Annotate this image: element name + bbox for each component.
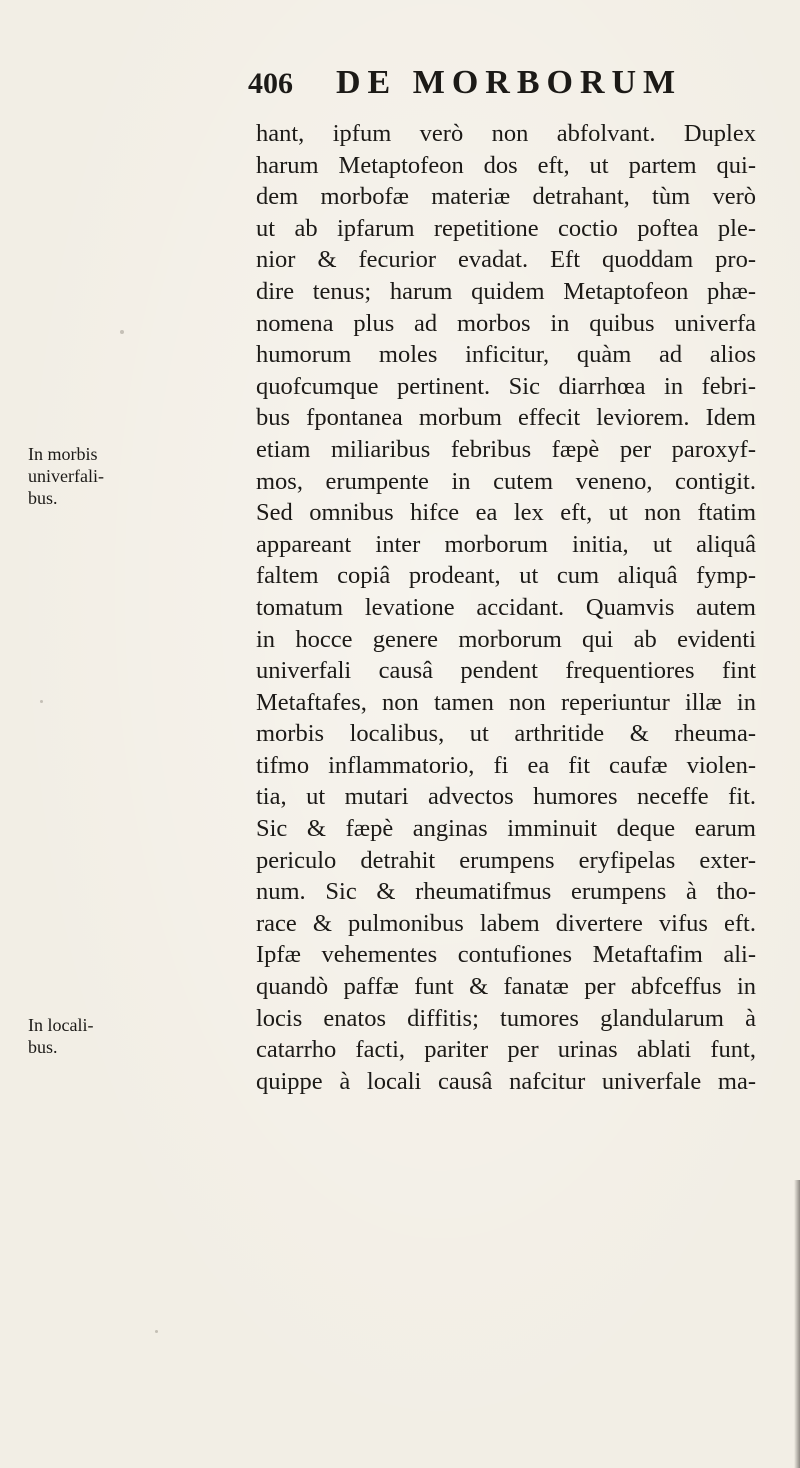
margin-note-local	[28, 1014, 138, 1058]
page-edge-shadow	[794, 1180, 800, 1468]
text-line: tifmo inflammatorio, fi ea fit caufæ violen-	[256, 751, 756, 779]
margin-note-line: In locali-	[28, 1015, 94, 1035]
margin-note-universal	[28, 443, 138, 509]
margin-note-line: In morbis	[28, 444, 98, 464]
text-line: Metaftafes, non tamen non reperiuntur illæ in	[256, 688, 756, 716]
text-line: harum Metaptofeon dos eft, ut partem qui-	[256, 151, 756, 179]
paper-speck	[155, 1330, 158, 1333]
page-header	[248, 64, 768, 104]
text-line: locis enatos diffitis; tumores glandularum à	[256, 1004, 756, 1032]
text-line: quandò paffæ funt & fanatæ per abfceffus in	[256, 973, 756, 1001]
text-line: bus fpontanea morbum effecit leviorem. Idem	[256, 404, 756, 432]
text-line: mos, erumpente in cutem veneno, contigit.	[256, 467, 756, 495]
paper-speck	[120, 330, 124, 334]
text-line: appareant inter morborum initia, ut aliquâ	[256, 530, 756, 558]
running-title: DE MORBORUM	[336, 64, 683, 101]
text-line: univerfali causâ pendent frequentiores fint	[256, 657, 756, 685]
text-line: Sed omnibus hifce ea lex eft, ut non ftatim	[256, 499, 756, 527]
page-number: 406	[248, 67, 293, 100]
text-line: quippe à locali causâ nafcitur univerfale ma-	[256, 1067, 756, 1095]
text-line: tomatum levatione accidant. Quamvis autem	[256, 593, 756, 621]
text-line: Ipfæ vehementes contufiones Metaftafim ali-	[256, 941, 756, 969]
text-line: catarrho facti, pariter per urinas ablati funt,	[256, 1036, 756, 1064]
text-line: hant, ipfum verò non abfolvant. Duplex	[256, 120, 756, 147]
text-line: morbis localibus, ut arthritide & rheuma-	[256, 720, 756, 748]
text-line: etiam miliaribus febribus fæpè per paroxyf-	[256, 435, 756, 463]
text-line: dire tenus; harum quidem Metaptofeon phæ-	[256, 277, 756, 305]
text-line: dem morbofæ materiæ detrahant, tùm verò	[256, 183, 756, 211]
paper-speck	[40, 700, 43, 703]
text-line: humorum moles inficitur, quàm ad alios	[256, 341, 756, 369]
body-text	[256, 118, 756, 1097]
text-line: nomena plus ad morbos in quibus univerfa	[256, 309, 756, 337]
text-line: num. Sic & rheumatifmus erumpens à tho-	[256, 878, 756, 906]
text-line: tia, ut mutari advectos humores neceffe fit.	[256, 783, 756, 811]
text-line: ut ab ipfarum repetitione coctio poftea ple-	[256, 214, 756, 242]
margin-note-line: univerfali-	[28, 466, 104, 486]
margin-note-line: bus.	[28, 1037, 58, 1057]
text-line: in hocce genere morborum qui ab evidenti	[256, 625, 756, 653]
text-line: faltem copiâ prodeant, ut cum aliquâ fymp-	[256, 562, 756, 590]
text-line: race & pulmonibus labem divertere vifus eft.	[256, 909, 756, 937]
text-line: nior & fecurior evadat. Eft quoddam pro-	[256, 246, 756, 274]
margin-note-line: bus.	[28, 488, 58, 508]
text-line: quofcumque pertinent. Sic diarrhœa in febri-	[256, 372, 756, 400]
text-line: periculo detrahit erumpens eryfipelas exter-	[256, 846, 756, 874]
text-line: Sic & fæpè anginas imminuit deque earum	[256, 815, 756, 843]
